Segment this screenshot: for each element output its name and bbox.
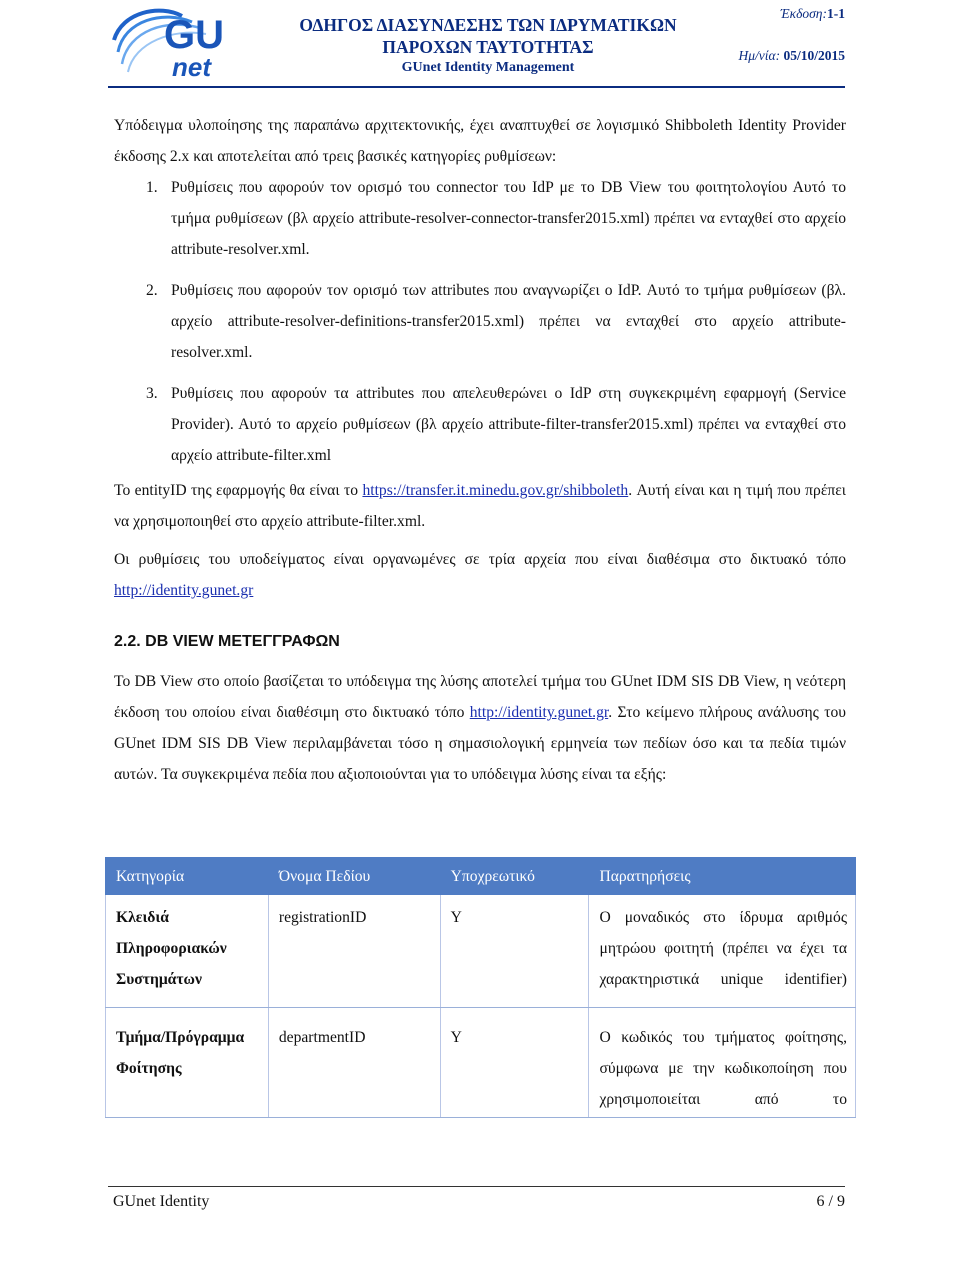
- col-header-required: Υποχρεωτικό: [440, 858, 589, 895]
- list-item: [114, 172, 846, 265]
- files-text: Οι ρυθμίσεις του υποδείγματος είναι οργανωμένες σε τρία αρχεία που είναι διαθέσιμα στο δικτυακό τόπο: [114, 551, 846, 568]
- page-header: [0, 0, 960, 90]
- table-row: [106, 1008, 856, 1118]
- logo-net-text: net: [172, 52, 211, 82]
- list-number: 2.: [146, 282, 158, 299]
- logo-gu-text: GU: [164, 13, 224, 57]
- entity-text-pre: Το entityID της εφαρμογής θα είναι το: [114, 482, 363, 499]
- list-item: [114, 378, 846, 471]
- table-row: [106, 895, 856, 1008]
- list-text: Ρυθμίσεις που αφορούν τα attributes που απελευθερώνει ο IdP στη συγκεκριμένη εφαρμογή (Service Provider). Αυτό το αρχείο ρυθμίσεων (βλ αρχείο attribute-filter-transfer2015.xml) πρέπει να ενταχθεί στο αρχείο attribute-filter.xml: [171, 385, 846, 464]
- entity-text-post: . Αυτή είναι και η τιμή που πρέπει να χρησιμοποιηθεί στο αρχείο attribute-filter.xml.: [114, 482, 846, 530]
- identity-gunet-link[interactable]: http://identity.gunet.gr: [114, 582, 254, 599]
- cell-required: Y: [440, 895, 589, 1008]
- col-header-field-name: Όνομα Πεδίου: [268, 858, 440, 895]
- title-line-1: ΟΔΗΓΟΣ ΔΙΑΣΥΝΔΕΣΗΣ ΤΩΝ ΙΔΡΥΜΑΤΙΚΩΝ: [299, 15, 677, 35]
- footer-divider: [108, 1186, 845, 1187]
- cell-field: departmentID: [268, 1008, 440, 1118]
- entity-paragraph: [114, 475, 846, 537]
- section-heading: 2.2. DB VIEW ΜΕΤΕΓΓΡΑΦΩΝ: [114, 633, 340, 650]
- version-info: [780, 6, 845, 22]
- gunet-logo-icon: [108, 6, 258, 82]
- table-header-row: [106, 858, 856, 895]
- cell-required: Y: [440, 1008, 589, 1118]
- title-line-2: ΠΑΡΟΧΩΝ ΤΑΥΤΟΤΗΤΑΣ: [382, 37, 594, 57]
- col-header-category: Κατηγορία: [106, 858, 269, 895]
- document-title: [283, 14, 693, 78]
- cell-notes: Ο κωδικός του τμήματος φοίτησης, σύμφωνα με την κωδικοποίηση που χρησιμοποιείται από το: [589, 1008, 856, 1118]
- section-text-post: . Στο κείμενο πλήρους ανάλυσης του GUnet IDM SIS DB View περιλαμβάνεται τόσο η σημασιολογική ερμηνεία των πεδίων όσο και τα πεδία τιμών αυτών. Τα συγκεκριμένα πεδία που αξιοποιούνται για το υπόδειγμα λύσης είναι τα εξής:: [114, 704, 846, 783]
- entity-id-link[interactable]: https://transfer.it.minedu.gov.gr/shibboleth: [362, 482, 629, 499]
- col-header-notes: Παρατηρήσεις: [589, 858, 856, 895]
- list-number: 1.: [146, 179, 158, 196]
- footer-page-number: 6 / 9: [816, 1193, 845, 1210]
- settings-list: [114, 172, 846, 471]
- section-paragraph: [114, 666, 846, 790]
- identity-gunet-link-2[interactable]: http://identity.gunet.gr: [469, 704, 609, 721]
- list-number: 3.: [146, 385, 158, 402]
- date-info: [739, 48, 846, 64]
- cell-category: Κλειδιά Πληροφοριακών Συστημάτων: [106, 895, 269, 1008]
- fields-table: [105, 857, 856, 1118]
- date-label: Ημ/νία:: [738, 48, 781, 63]
- cell-notes: Ο μοναδικός στο ίδρυμα αριθμός μητρώου φοιτητή (πρέπει να έχει τα χαρακτηριστικά unique identifier): [589, 895, 856, 1008]
- list-item: [114, 275, 846, 368]
- document-subtitle: GUnet Identity Management: [401, 60, 575, 75]
- list-text: Ρυθμίσεις που αφορούν τον ορισμό των attributes που αναγνωρίζει ο IdP. Αυτό το τμήμα ρυθμίσεων (βλ. αρχείο attribute-resolver-definitions-transfer2015.xml) πρέπει να ενταχθεί στο αρχείο attribute-resolver.xml.: [171, 282, 846, 361]
- cell-field: registrationID: [268, 895, 440, 1008]
- header-divider: [108, 86, 845, 88]
- version-label: Έκδοση:: [780, 6, 827, 21]
- files-paragraph: [114, 544, 846, 606]
- footer-doc-name: GUnet Identity: [113, 1193, 210, 1210]
- date-value: 05/10/2015: [783, 48, 845, 63]
- version-value: 1-1: [827, 6, 845, 21]
- cell-category: Τμήμα/Πρόγραμμα Φοίτησης: [106, 1008, 269, 1118]
- section-text-pre: Το DB View στο οποίο βασίζεται το υπόδειγμα της λύσης αποτελεί τμήμα του GUnet IDM SIS DB View, η νεότερη έκδοση του οποίου είναι διαθέσιμη στο δικτυακό τόπο: [114, 673, 846, 721]
- intro-paragraph: Υπόδειγμα υλοποίησης της παραπάνω αρχιτεκτονικής, έχει αναπτυχθεί σε λογισμικό Shibboleth Identity Provider έκδοσης 2.x και αποτελείται από τρεις βασικές κατηγορίες ρυθμίσεων:: [114, 117, 846, 165]
- list-text: Ρυθμίσεις που αφορούν τον ορισμό του connector του IdP με το DB View του φοιτητολογίου Αυτό το τμήμα ρυθμίσεων (βλ αρχείο attribute-resolver-connector-transfer2015.xml) πρέπει να ενταχθεί στο αρχείο attribute-resolver.xml.: [171, 179, 846, 258]
- page-content: [114, 110, 846, 790]
